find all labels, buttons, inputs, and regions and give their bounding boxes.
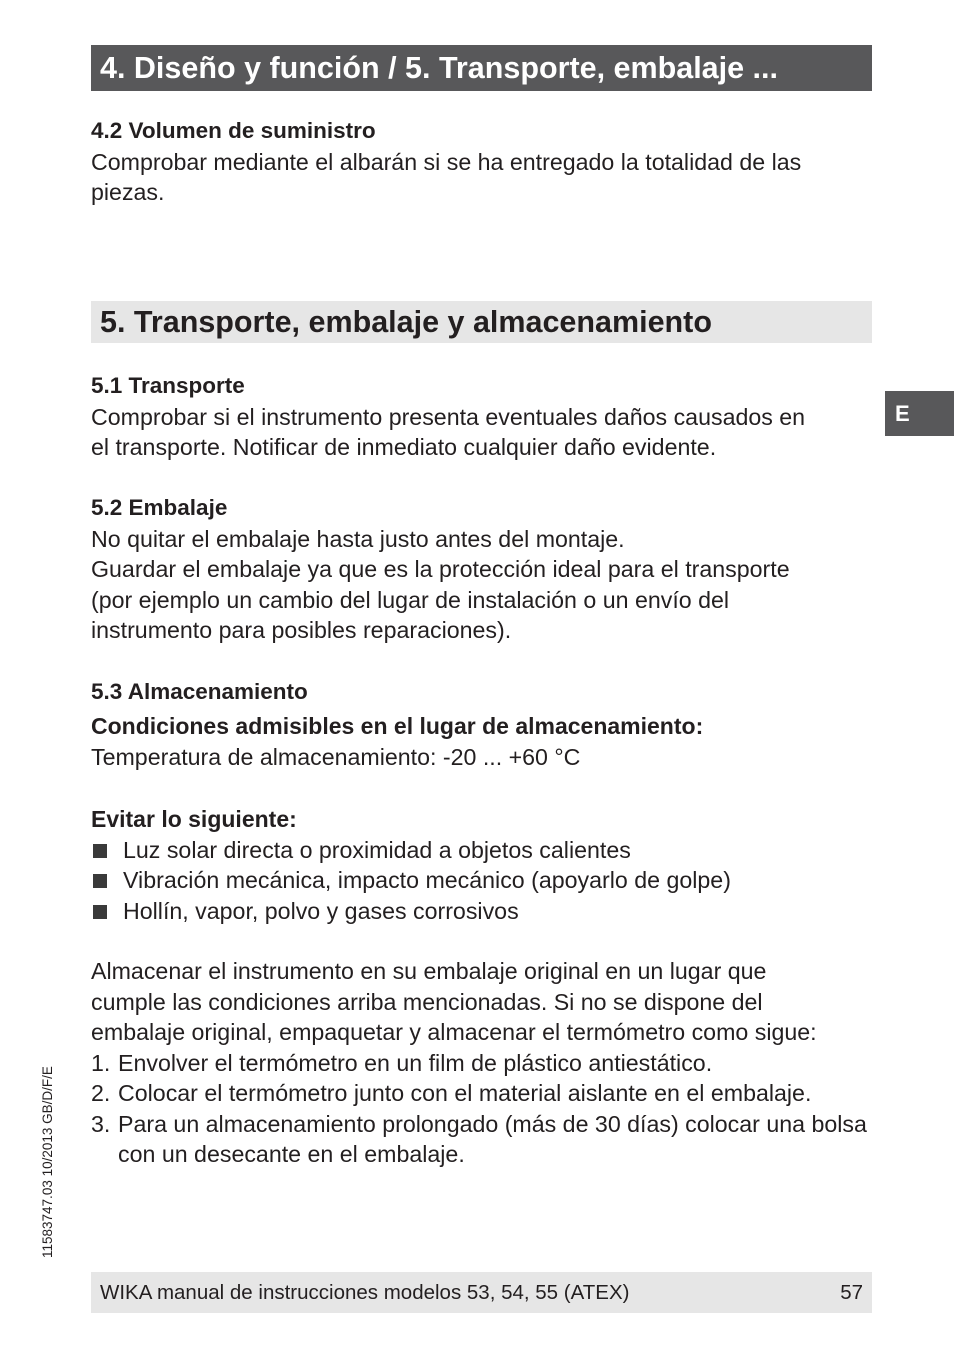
square-bullet-icon (93, 844, 107, 858)
numbered-step: 2. Colocar el termómetro junto con el material aislante en el embalaje. (91, 1080, 812, 1106)
square-bullet-icon (93, 874, 107, 888)
storage-instructions (91, 956, 881, 1170)
storage-line: embalaje original, empaquetar y almacenar el termómetro como sigue: (91, 1019, 817, 1045)
list-item: Hollín, vapor, polvo y gases corrosivos (91, 896, 881, 927)
section-5-2-heading: 5.2 Embalaje (91, 495, 228, 520)
section-4-2 (91, 116, 881, 208)
section-5-title: 5. Transporte, embalaje y almacenamiento (100, 305, 712, 339)
list-item: Luz solar directa o proximidad a objetos calientes (91, 835, 881, 866)
page-footer (91, 1272, 872, 1313)
avoid-block (91, 804, 881, 926)
section-5-3 (91, 677, 881, 708)
numbered-step: 1. Envolver el termómetro en un film de plástico antiestático. (91, 1049, 713, 1076)
section-5-1-line: Comprobar si el instrumento presenta eventuales daños causados en (91, 403, 806, 430)
section-5-2-line: (por ejemplo un cambio del lugar de instalación o un envío del (91, 586, 730, 613)
section-5-2 (91, 493, 881, 646)
language-tab (885, 391, 954, 436)
chapter-header-banner (91, 45, 872, 91)
chapter-header-title: 4. Diseño y función / 5. Transporte, embalaje ... (100, 51, 778, 85)
storage-temperature: Temperatura de almacenamiento: -20 ... +60 °C (91, 743, 581, 770)
section-4-2-line: piezas. (91, 179, 165, 205)
conditions-heading: Condiciones admisibles en el lugar de almacenamiento: (91, 713, 704, 739)
list-item: Vibración mecánica, impacto mecánico (apoyarlo de golpe) (91, 865, 881, 896)
section-5-2-line: Guardar el embalaje ya que es la protección ideal para el transporte (91, 556, 790, 582)
section-5-1-heading: 5.1 Transporte (91, 373, 245, 398)
section-5-1 (91, 371, 881, 463)
square-bullet-icon (93, 905, 107, 919)
section-4-2-line: Comprobar mediante el albarán si se ha entregado la totalidad de las (91, 148, 802, 175)
storage-line: cumple las condiciones arriba mencionadas. Si no se dispone del (91, 988, 763, 1015)
numbered-step: 3. Para un almacenamiento prolongado (más de 30 días) colocar una bolsa con un desecante en el embalaje. (91, 1110, 867, 1167)
section-5-2-line: No quitar el embalaje hasta justo antes del montaje. (91, 525, 625, 552)
section-5-title-banner (91, 301, 872, 343)
language-tab-label: E (895, 401, 910, 426)
section-5-1-line: el transporte. Notificar de inmediato cualquier daño evidente. (91, 434, 717, 460)
section-5-2-line: instrumento para posibles reparaciones). (91, 617, 512, 643)
section-4-2-heading: 4.2 Volumen de suministro (91, 118, 376, 143)
page-number: 57 (840, 1281, 863, 1304)
avoid-heading: Evitar lo siguiente: (91, 806, 297, 832)
storage-line: Almacenar el instrumento en su embalaje original en un lugar que (91, 958, 767, 984)
document-code: 11583747.03 10/2013 GB/D/F/E (40, 1066, 55, 1258)
footer-text: WIKA manual de instrucciones modelos 53, 54, 55 (ATEX) (100, 1281, 630, 1304)
storage-conditions (91, 711, 881, 772)
section-5-3-heading: 5.3 Almacenamiento (91, 679, 308, 704)
